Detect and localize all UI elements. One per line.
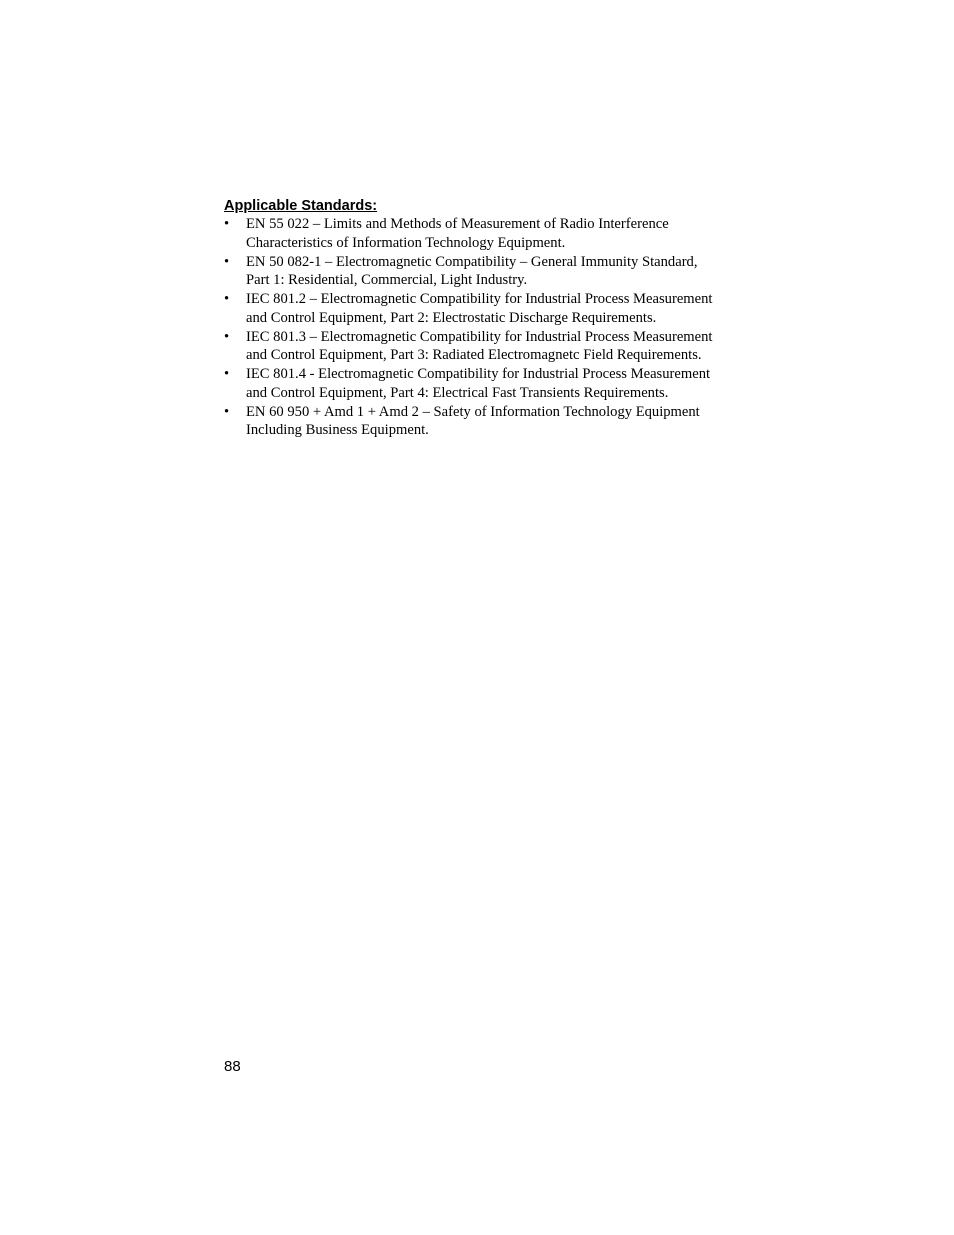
list-item-text: EN 55 022 – Limits and Methods of Measurement of Radio Interference Characteristics of Information Technology Equipment. (246, 216, 669, 251)
list-item (224, 290, 714, 327)
list-item (224, 253, 714, 290)
list-item (224, 365, 714, 402)
bullet-icon: • (224, 403, 230, 420)
list-item (224, 215, 714, 252)
list-item-text: IEC 801.2 – Electromagnetic Compatibility for Industrial Process Measurement and Control Equipment, Part 2: Electrostatic Discharge Requirements. (246, 291, 713, 326)
section-heading: Applicable Standards: (224, 198, 378, 214)
list-item-text: IEC 801.3 – Electromagnetic Compatibility for Industrial Process Measurement and Control Equipment, Part 3: Radiated Electromagnetc Field Requirements. (246, 328, 713, 363)
standards-section (224, 197, 714, 440)
bullet-icon: • (224, 366, 230, 382)
bullet-icon: • (224, 216, 230, 232)
list-item (224, 328, 714, 365)
list-item-text: EN 60 950 + Amd 1 + Amd 2 – Safety of Information Technology Equipment Including Business Equipment. (246, 403, 700, 438)
bullet-icon: • (224, 253, 230, 270)
bullet-icon: • (224, 291, 230, 307)
list-item (224, 403, 714, 440)
list-item-text: EN 50 082-1 – Electromagnetic Compatibility – General Immunity Standard, Part 1: Residential, Commercial, Light Industry. (246, 253, 698, 288)
page-number: 88 (224, 1058, 241, 1075)
list-item-text: IEC 801.4 - Electromagnetic Compatibility for Industrial Process Measurement and Control Equipment, Part 4: Electrical Fast Transients Requirements. (246, 366, 711, 401)
standards-list (224, 215, 714, 440)
bullet-icon: • (224, 328, 230, 345)
